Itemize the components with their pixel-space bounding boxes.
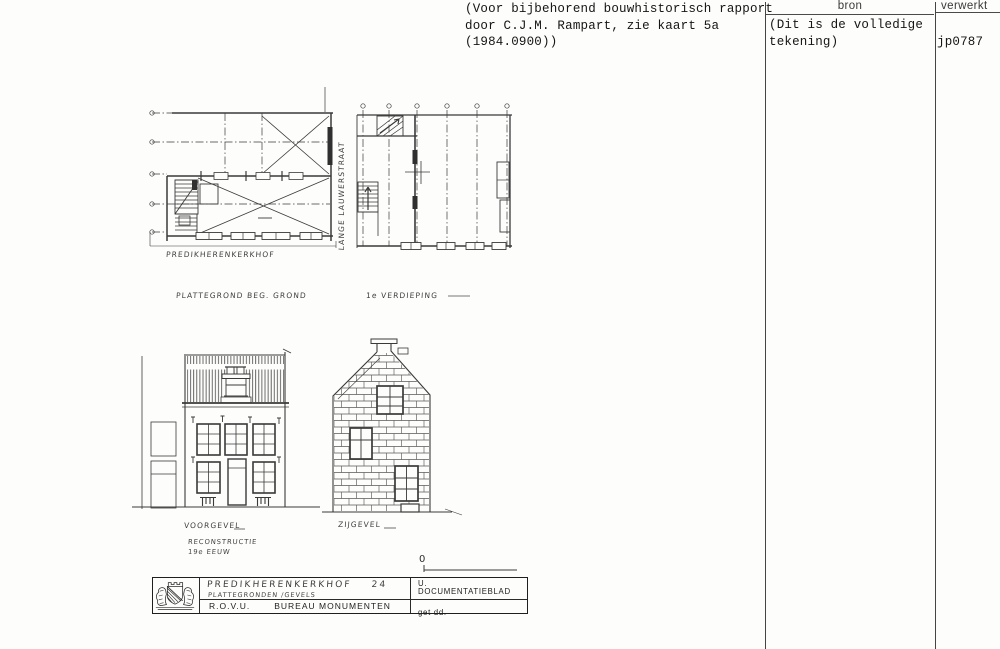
column-header-bron: bron — [837, 0, 863, 12]
scale-bar-zero-label: 0 — [419, 554, 426, 565]
first-floor-plan-sketch — [357, 104, 512, 250]
bron-cell — [769, 17, 923, 50]
column-header-verwerkt: verwerkt — [941, 0, 988, 12]
project-title: PREDIKHERENKERKHOF 24 — [206, 580, 388, 590]
caption-first-floor-plan: 1e VERDIEPING — [365, 291, 439, 300]
header-note-line: door C.J.M. Rampart, zie kaart 5a — [465, 18, 720, 33]
caption-reconstruction-century: 19e EEUW — [187, 548, 231, 556]
ground-floor-plan-sketch — [150, 87, 336, 248]
caption-side-facade: ZIJGEVEL — [337, 520, 382, 529]
table-divider-left — [765, 2, 766, 649]
table-divider-right — [935, 2, 936, 649]
bron-cell-line: tekening) — [769, 34, 839, 49]
date-cell — [411, 599, 527, 617]
verwerkt-cell: jp0787 — [937, 34, 984, 49]
caption-underline-strokes — [234, 296, 470, 529]
caption-front-facade: VOORGEVEL — [183, 521, 241, 530]
doc-type-line: U. — [418, 579, 428, 588]
title-cell-top — [200, 578, 410, 599]
label-street-lange-lauwerstraat: LANGE LAUWERSTRAAT — [337, 141, 346, 251]
verwerkt-header-underline — [936, 12, 1000, 13]
side-facade-sketch — [322, 339, 462, 515]
header-note-line: (1984.0900)) — [465, 35, 558, 49]
front-facade-sketch — [132, 349, 320, 509]
header-note-line: (Voor bijbehorend bouwhistorisch rapport — [465, 2, 774, 16]
caption-reconstruction: RECONSTRUCTIE — [187, 538, 258, 546]
sheet-subject: PLATTEGRONDEN /GEVELS — [207, 590, 317, 599]
date-label: get dd. — [418, 607, 447, 617]
title-cell — [200, 578, 411, 613]
doc-type-line: DOCUMENTATIEBLAD — [418, 586, 511, 596]
org-abbreviation: R.O.V.U. — [209, 601, 251, 612]
scale-bar — [424, 565, 517, 572]
doc-type-cell — [411, 578, 527, 617]
doc-type — [411, 578, 527, 599]
stamp-cell — [153, 578, 200, 613]
org-cell — [200, 599, 410, 614]
org-name: BUREAU MONUMENTEN — [274, 601, 391, 612]
label-street-predikherenkerkhof: PREDIKHERENKERKHOF — [165, 250, 276, 259]
caption-ground-floor-plan: PLATTEGROND BEG. GROND — [175, 291, 308, 300]
bron-header-underline — [766, 14, 934, 15]
title-block — [152, 577, 528, 617]
header-note — [465, 1, 773, 51]
utrecht-coat-of-arms-stamp — [153, 579, 197, 612]
bron-cell-line: (Dit is de volledige — [769, 18, 924, 32]
